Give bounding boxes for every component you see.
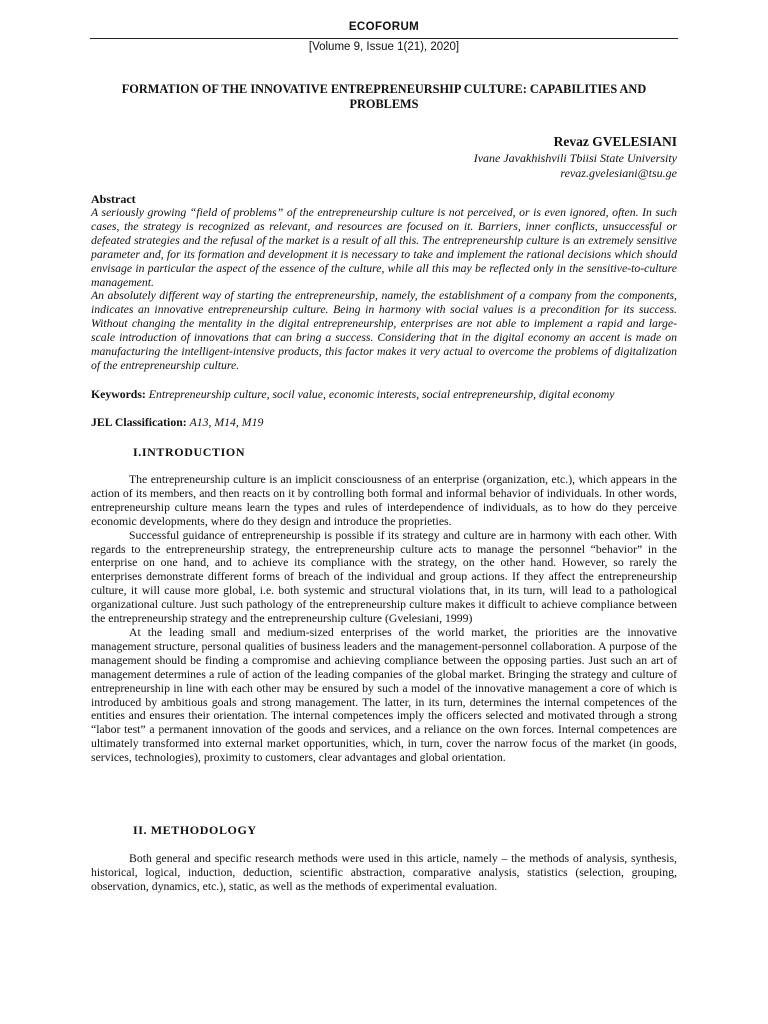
- keywords-label: Keywords:: [91, 388, 146, 401]
- journal-name: ECOFORUM: [348, 21, 420, 33]
- jel-line: [91, 416, 677, 430]
- body-paragraph: At the leading small and medium-sized enterprises of the world market, the priorities are the innovative management structure, personal qualities of business leaders and the management-personnel collaboration. A purpose of the management should be finding a compromise and achieving compliance between the opposing parties. Just such an art of management determines a rule of action of the leading companies of the global market. Bringing the strategy and culture of entrepreneurship in line with each other may be ensured by such a model of the innovative management a core of which is introduced by ambitious goals and strong management. The latter, in its turn, determines the internal competences of the entities and ensures their orientation. The internal competences imply the officers selected and motivated through a strong “labor test” a permanent innovation of the goods and services, and a reliance on the own forces. Internal competences are ultimately transformed into external market opportunities, which, in turn, cover the narrow focus of the market (in goods, services, technologies), proximity to customers, clear advantages and global orientation.: [91, 625, 677, 765]
- body-paragraph: Both general and specific research methods were used in this article, namely – the methods of analysis, synthesis, historical, logical, induction, deduction, scientific abstraction, comparative analysis, statistics (selection, grouping, observation, dynamics, etc.), static, as well as the methods of experimental evaluation.: [91, 852, 677, 893]
- methodology-section: [91, 852, 677, 894]
- keywords-value: Entrepreneurship culture, socil value, economic interests, social entrepreneurship, digital economy: [148, 388, 615, 401]
- abstract-section: [91, 192, 677, 373]
- body-paragraph: The entrepreneurship culture is an implicit consciousness of an enterprise (organization, etc.), which appears in the action of its members, and then reacts on it by controlling both formal and informal behavior of individuals. In other words, entrepreneurship culture means learn the types and rules of interdependence of individuals, as to how do they perceive economic developments, where do they design and introduce the proprieties.: [91, 473, 677, 528]
- keywords-line: [91, 388, 677, 402]
- methodology-heading: II. METHODOLOGY: [133, 823, 257, 837]
- jel-label: JEL Classification:: [91, 416, 187, 429]
- volume-info: [Volume 9, Issue 1(21), 2020]: [308, 41, 460, 53]
- abstract-heading: Abstract: [91, 192, 136, 206]
- jel-value: A13, M14, M19: [189, 416, 264, 429]
- abstract-paragraph: A seriously growing “field of problems” of the entrepreneurship culture is not perceived, or is even ignored, often. In such cases, the strategy is recognized as relevant, and resources are focused on it. Barriers, inner conflicts, unsuccessful or defeated strategies and the refusal of the market is a result of all this. The entrepreneurship culture is an extremely sensitive parameter and, for its formation and development it is necessary to take and implement the rational decisions which should envisage in particular the aspect of the essence of the culture, while all this may be reflected only in the sensitive-to-culture management.: [91, 206, 677, 289]
- header-rule: [90, 38, 678, 39]
- author-block: [474, 133, 677, 181]
- body-paragraph: Successful guidance of entrepreneurship is possible if its strategy and culture are in harmony with each other. With regards to the entrepreneurship strategy, the entrepreneurship culture acts to manage the personnel “behavior” in the enterprise on one hand, and to achieve its compliance with the strategy, on the other hand. However, so rarely the enterprises demonstrate different forms of breach of the individual and group actions. If they affect the entrepreneurship culture, it will cause more global, i.e. both systemic and structural violations that, in its turn, will lead to a pathological organizational culture. Just such pathology of the entrepreneurship culture makes it difficult to achieve compliance between the entrepreneurship strategy and the entrepreneurship culture (Gvelesiani, 1999): [91, 528, 677, 626]
- author-email: revaz.gvelesiani@tsu.ge: [560, 166, 677, 180]
- paper-title: FORMATION OF THE INNOVATIVE ENTREPRENEURSHIP CULTURE: CAPABILITIES AND PROBLEMS: [121, 82, 647, 111]
- journal-header: [0, 20, 768, 34]
- abstract-paragraph: An absolutely different way of starting the entrepreneurship, namely, the establishment of a company from the components, indicates an innovative entrepreneurship culture. Being in harmony with social values is a precondition for its success. Without changing the mentality in the digital entrepreneurship, enterprises are not able to implement a rapid and large-scale introduction of innovations that can bring a success. Considering that in the digital economy an accent is made on manufacturing the intelligent-intensive products, this factor makes it very actual to overcome the problems of digitalization of the entrepreneurship culture.: [91, 289, 677, 372]
- author-affiliation: Ivane Javakhishvili Tbiisi State University: [473, 151, 677, 165]
- author-name: Revaz GVELESIANI: [553, 134, 677, 149]
- introduction-heading: I.INTRODUCTION: [133, 445, 246, 459]
- introduction-section: [91, 473, 677, 765]
